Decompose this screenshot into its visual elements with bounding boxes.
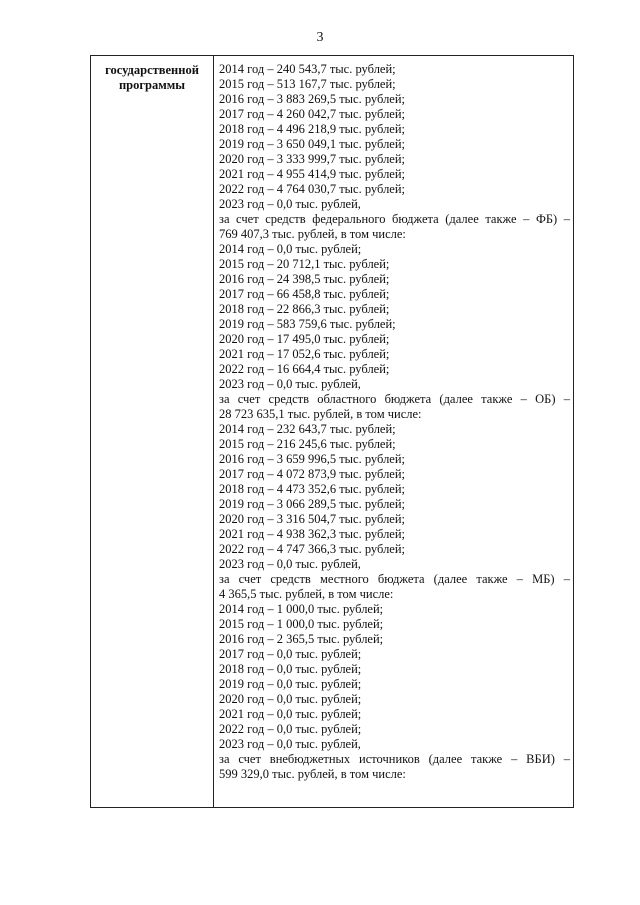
ob-year-2022: 2022 год – 4 747 366,3 тыс. рублей; (219, 542, 406, 556)
vbi-total: 599 329,0 тыс. рублей, в том числе: (219, 767, 406, 781)
fb-year-2022: 2022 год – 16 664,4 тыс. рублей; (219, 362, 390, 376)
total-year-2022: 2022 год – 4 764 030,7 тыс. рублей; (219, 182, 406, 196)
ob-year-2016: 2016 год – 3 659 996,5 тыс. рублей; (219, 452, 406, 466)
total-year-2017: 2017 год – 4 260 042,7 тыс. рублей; (219, 107, 406, 121)
ob-year-2019: 2019 год – 3 066 289,5 тыс. рублей; (219, 497, 406, 511)
mb-year-2018: 2018 год – 0,0 тыс. рублей; (219, 662, 362, 676)
total-year-2018: 2018 год – 4 496 218,9 тыс. рублей; (219, 122, 406, 136)
fb-total: 769 407,3 тыс. рублей, в том числе: (219, 227, 406, 241)
mb-year-2016: 2016 год – 2 365,5 тыс. рублей; (219, 632, 384, 646)
fb-year-2014: 2014 год – 0,0 тыс. рублей; (219, 242, 362, 256)
mb-year-2019: 2019 год – 0,0 тыс. рублей; (219, 677, 362, 691)
ob-year-2014: 2014 год – 232 643,7 тыс. рублей; (219, 422, 396, 436)
ob-header: за счет средств областного бюджета (далее также – ОБ) – (219, 392, 570, 406)
fb-year-2019: 2019 год – 583 759,6 тыс. рублей; (219, 317, 396, 331)
ob-year-2021: 2021 год – 4 938 362,3 тыс. рублей; (219, 527, 406, 541)
mb-year-2022: 2022 год – 0,0 тыс. рублей; (219, 722, 362, 736)
fb-year-2015: 2015 год – 20 712,1 тыс. рублей; (219, 257, 390, 271)
total-year-2020: 2020 год – 3 333 999,7 тыс. рублей; (219, 152, 406, 166)
fb-header: за счет средств федерального бюджета (далее также – ФБ) – (219, 212, 570, 226)
mb-year-2017: 2017 год – 0,0 тыс. рублей; (219, 647, 362, 661)
total-year-2021: 2021 год – 4 955 414,9 тыс. рублей; (219, 167, 406, 181)
total-year-2023: 2023 год – 0,0 тыс. рублей, (219, 197, 361, 211)
total-year-2019: 2019 год – 3 650 049,1 тыс. рублей; (219, 137, 406, 151)
mb-year-2014: 2014 год – 1 000,0 тыс. рублей; (219, 602, 384, 616)
mb-header: за счет средств местного бюджета (далее также – МБ) – (219, 572, 570, 586)
mb-year-2015: 2015 год – 1 000,0 тыс. рублей; (219, 617, 384, 631)
ob-year-2017: 2017 год – 4 072 873,9 тыс. рублей; (219, 467, 406, 481)
row-label-line-2: программы (118, 78, 186, 92)
ob-year-2023: 2023 год – 0,0 тыс. рублей, (219, 557, 361, 571)
funding-details-cell (214, 56, 573, 807)
mb-year-2020: 2020 год – 0,0 тыс. рублей; (219, 692, 362, 706)
ob-total: 28 723 635,1 тыс. рублей, в том числе: (219, 407, 422, 421)
fb-year-2021: 2021 год – 17 052,6 тыс. рублей; (219, 347, 390, 361)
funding-table (90, 55, 574, 808)
fb-year-2018: 2018 год – 22 866,3 тыс. рублей; (219, 302, 390, 316)
fb-year-2023: 2023 год – 0,0 тыс. рублей, (219, 377, 361, 391)
mb-total: 4 365,5 тыс. рублей, в том числе: (219, 587, 394, 601)
page-number: 3 (316, 30, 324, 45)
total-year-2014: 2014 год – 240 543,7 тыс. рублей; (219, 62, 396, 76)
mb-year-2023: 2023 год – 0,0 тыс. рублей, (219, 737, 361, 751)
row-label-line-1: государственной (105, 63, 199, 77)
fb-year-2020: 2020 год – 17 495,0 тыс. рублей; (219, 332, 390, 346)
ob-year-2018: 2018 год – 4 473 352,6 тыс. рублей; (219, 482, 406, 496)
vbi-header: за счет внебюджетных источников (далее также – ВБИ) – (219, 752, 570, 766)
fb-year-2017: 2017 год – 66 458,8 тыс. рублей; (219, 287, 390, 301)
fb-year-2016: 2016 год – 24 398,5 тыс. рублей; (219, 272, 390, 286)
row-label-cell (91, 56, 214, 807)
ob-year-2020: 2020 год – 3 316 504,7 тыс. рублей; (219, 512, 406, 526)
total-year-2015: 2015 год – 513 167,7 тыс. рублей; (219, 77, 396, 91)
total-year-2016: 2016 год – 3 883 269,5 тыс. рублей; (219, 92, 406, 106)
ob-year-2015: 2015 год – 216 245,6 тыс. рублей; (219, 437, 396, 451)
mb-year-2021: 2021 год – 0,0 тыс. рублей; (219, 707, 362, 721)
